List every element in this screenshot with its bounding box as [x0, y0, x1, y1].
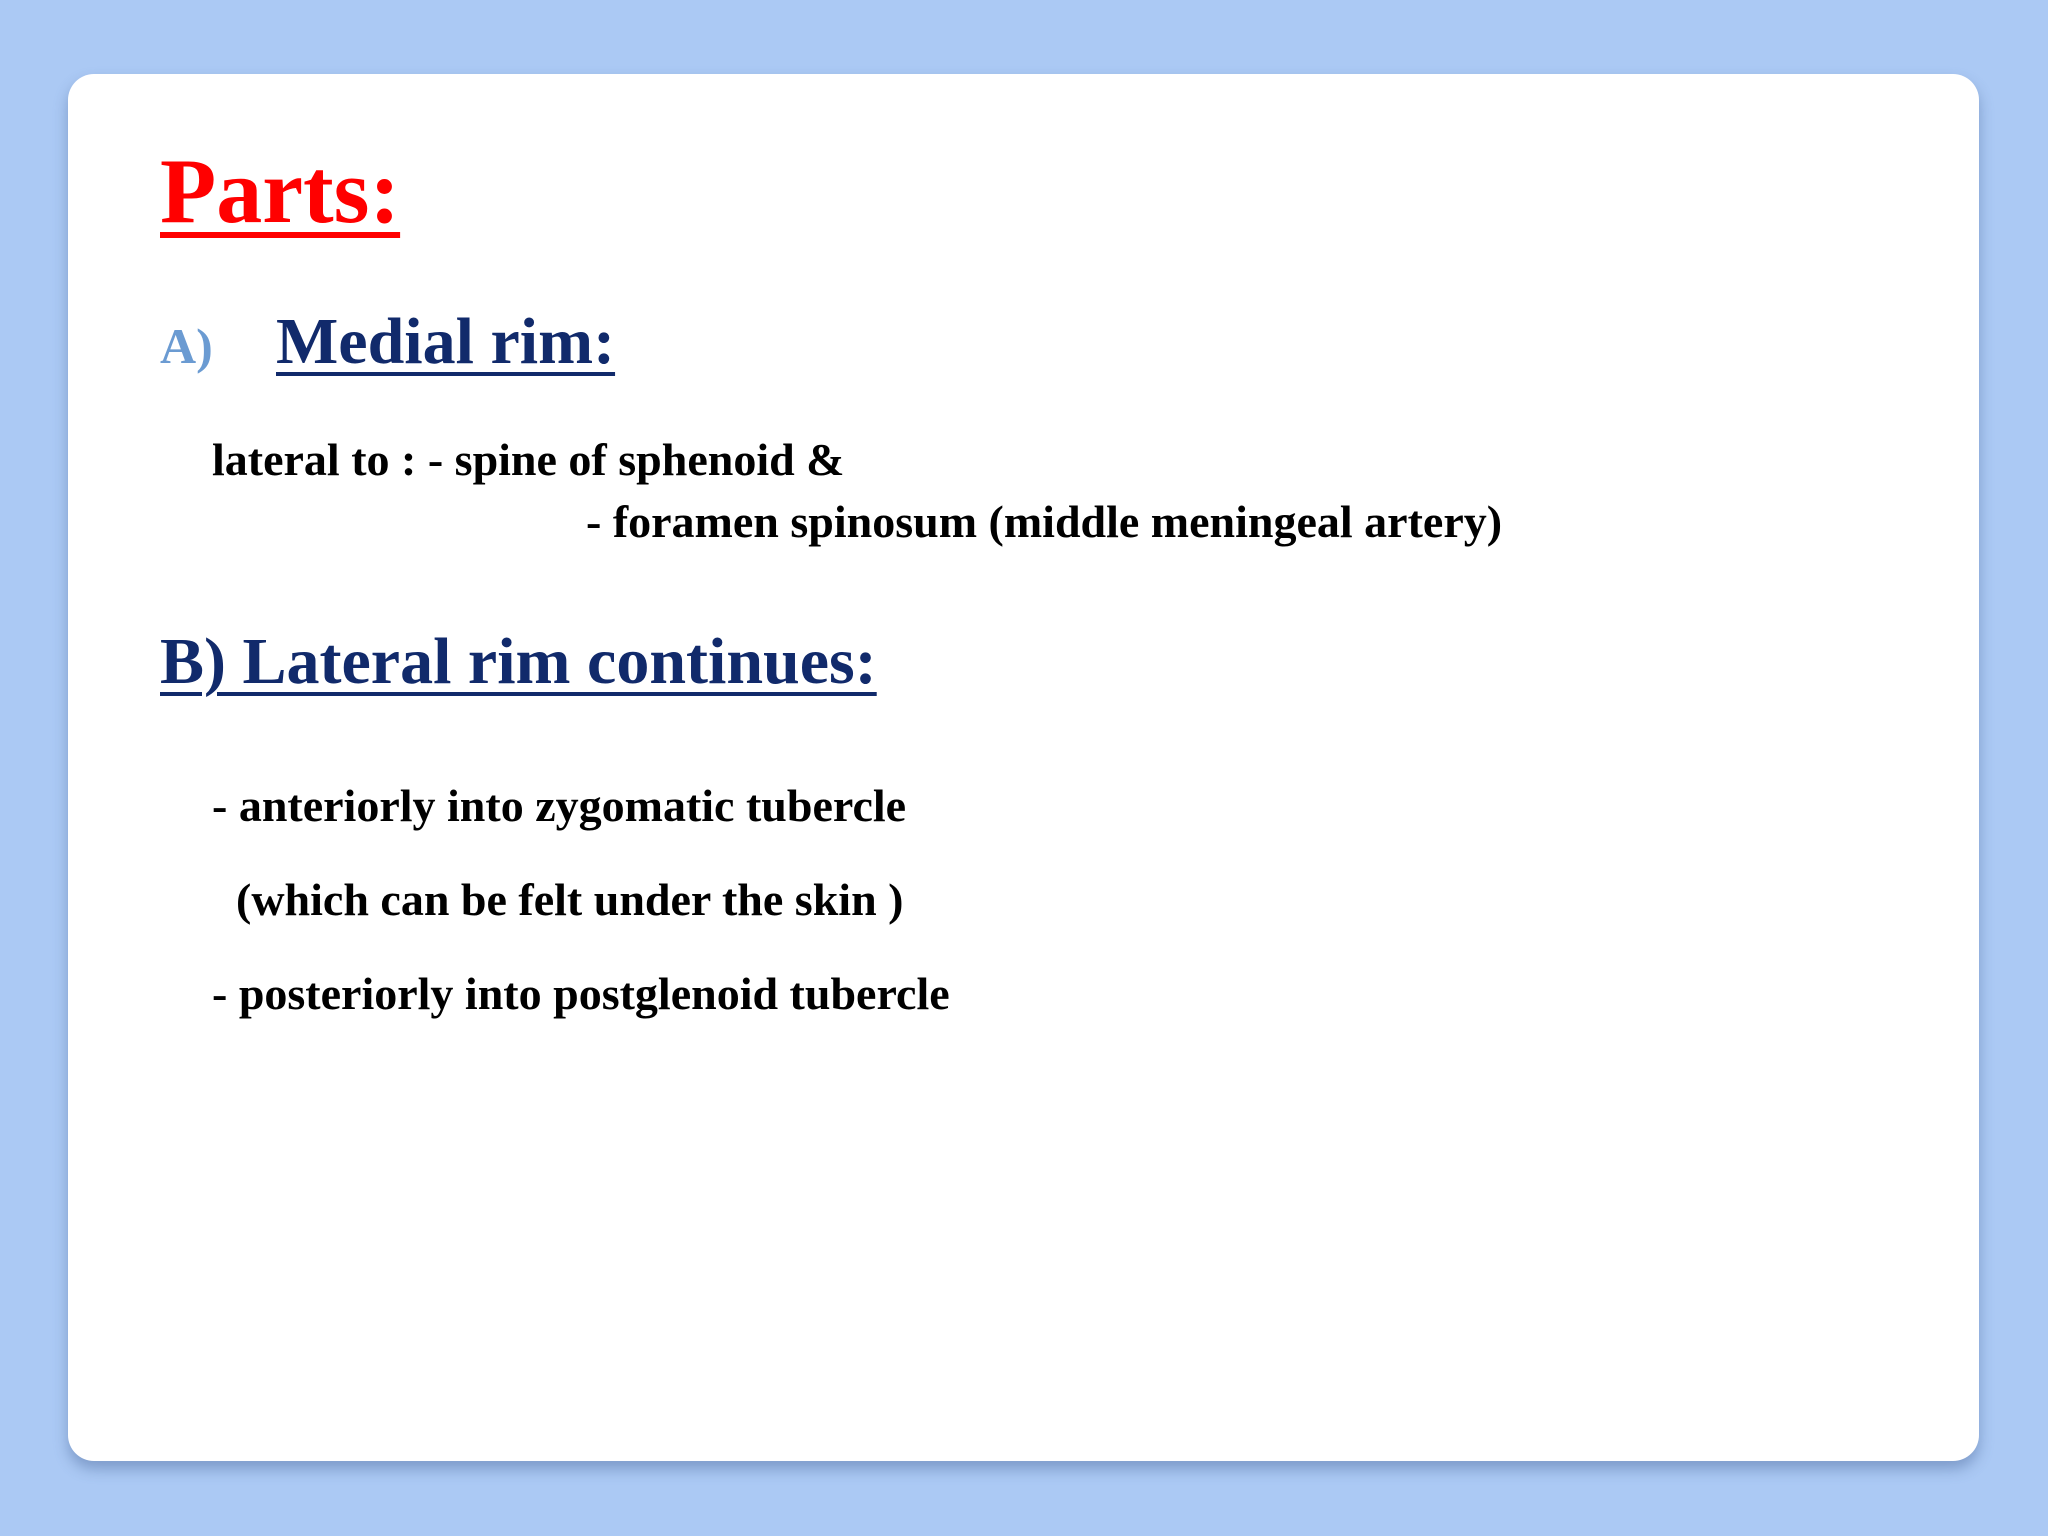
- medial-rim-line-2: - foramen spinosum (middle meningeal artery): [586, 496, 1503, 547]
- slide-title: Parts:: [160, 140, 401, 242]
- medial-rim-line-1: lateral to : - spine of sphenoid &: [212, 434, 845, 485]
- lateral-rim-line-3: - posteriorly into postglenoid tubercle: [212, 968, 950, 1019]
- medial-rim-heading: [160, 302, 615, 381]
- lateral-rim-heading: B) Lateral rim continues:: [160, 625, 877, 698]
- medial-rim-title: Medial rim:: [276, 305, 616, 378]
- lateral-rim-line-1: - anteriorly into zygomatic tubercle: [212, 780, 907, 831]
- lateral-rim-line-2: (which can be felt under the skin ): [236, 874, 904, 925]
- list-marker-a: A): [160, 318, 213, 374]
- slide-card: [68, 74, 1979, 1461]
